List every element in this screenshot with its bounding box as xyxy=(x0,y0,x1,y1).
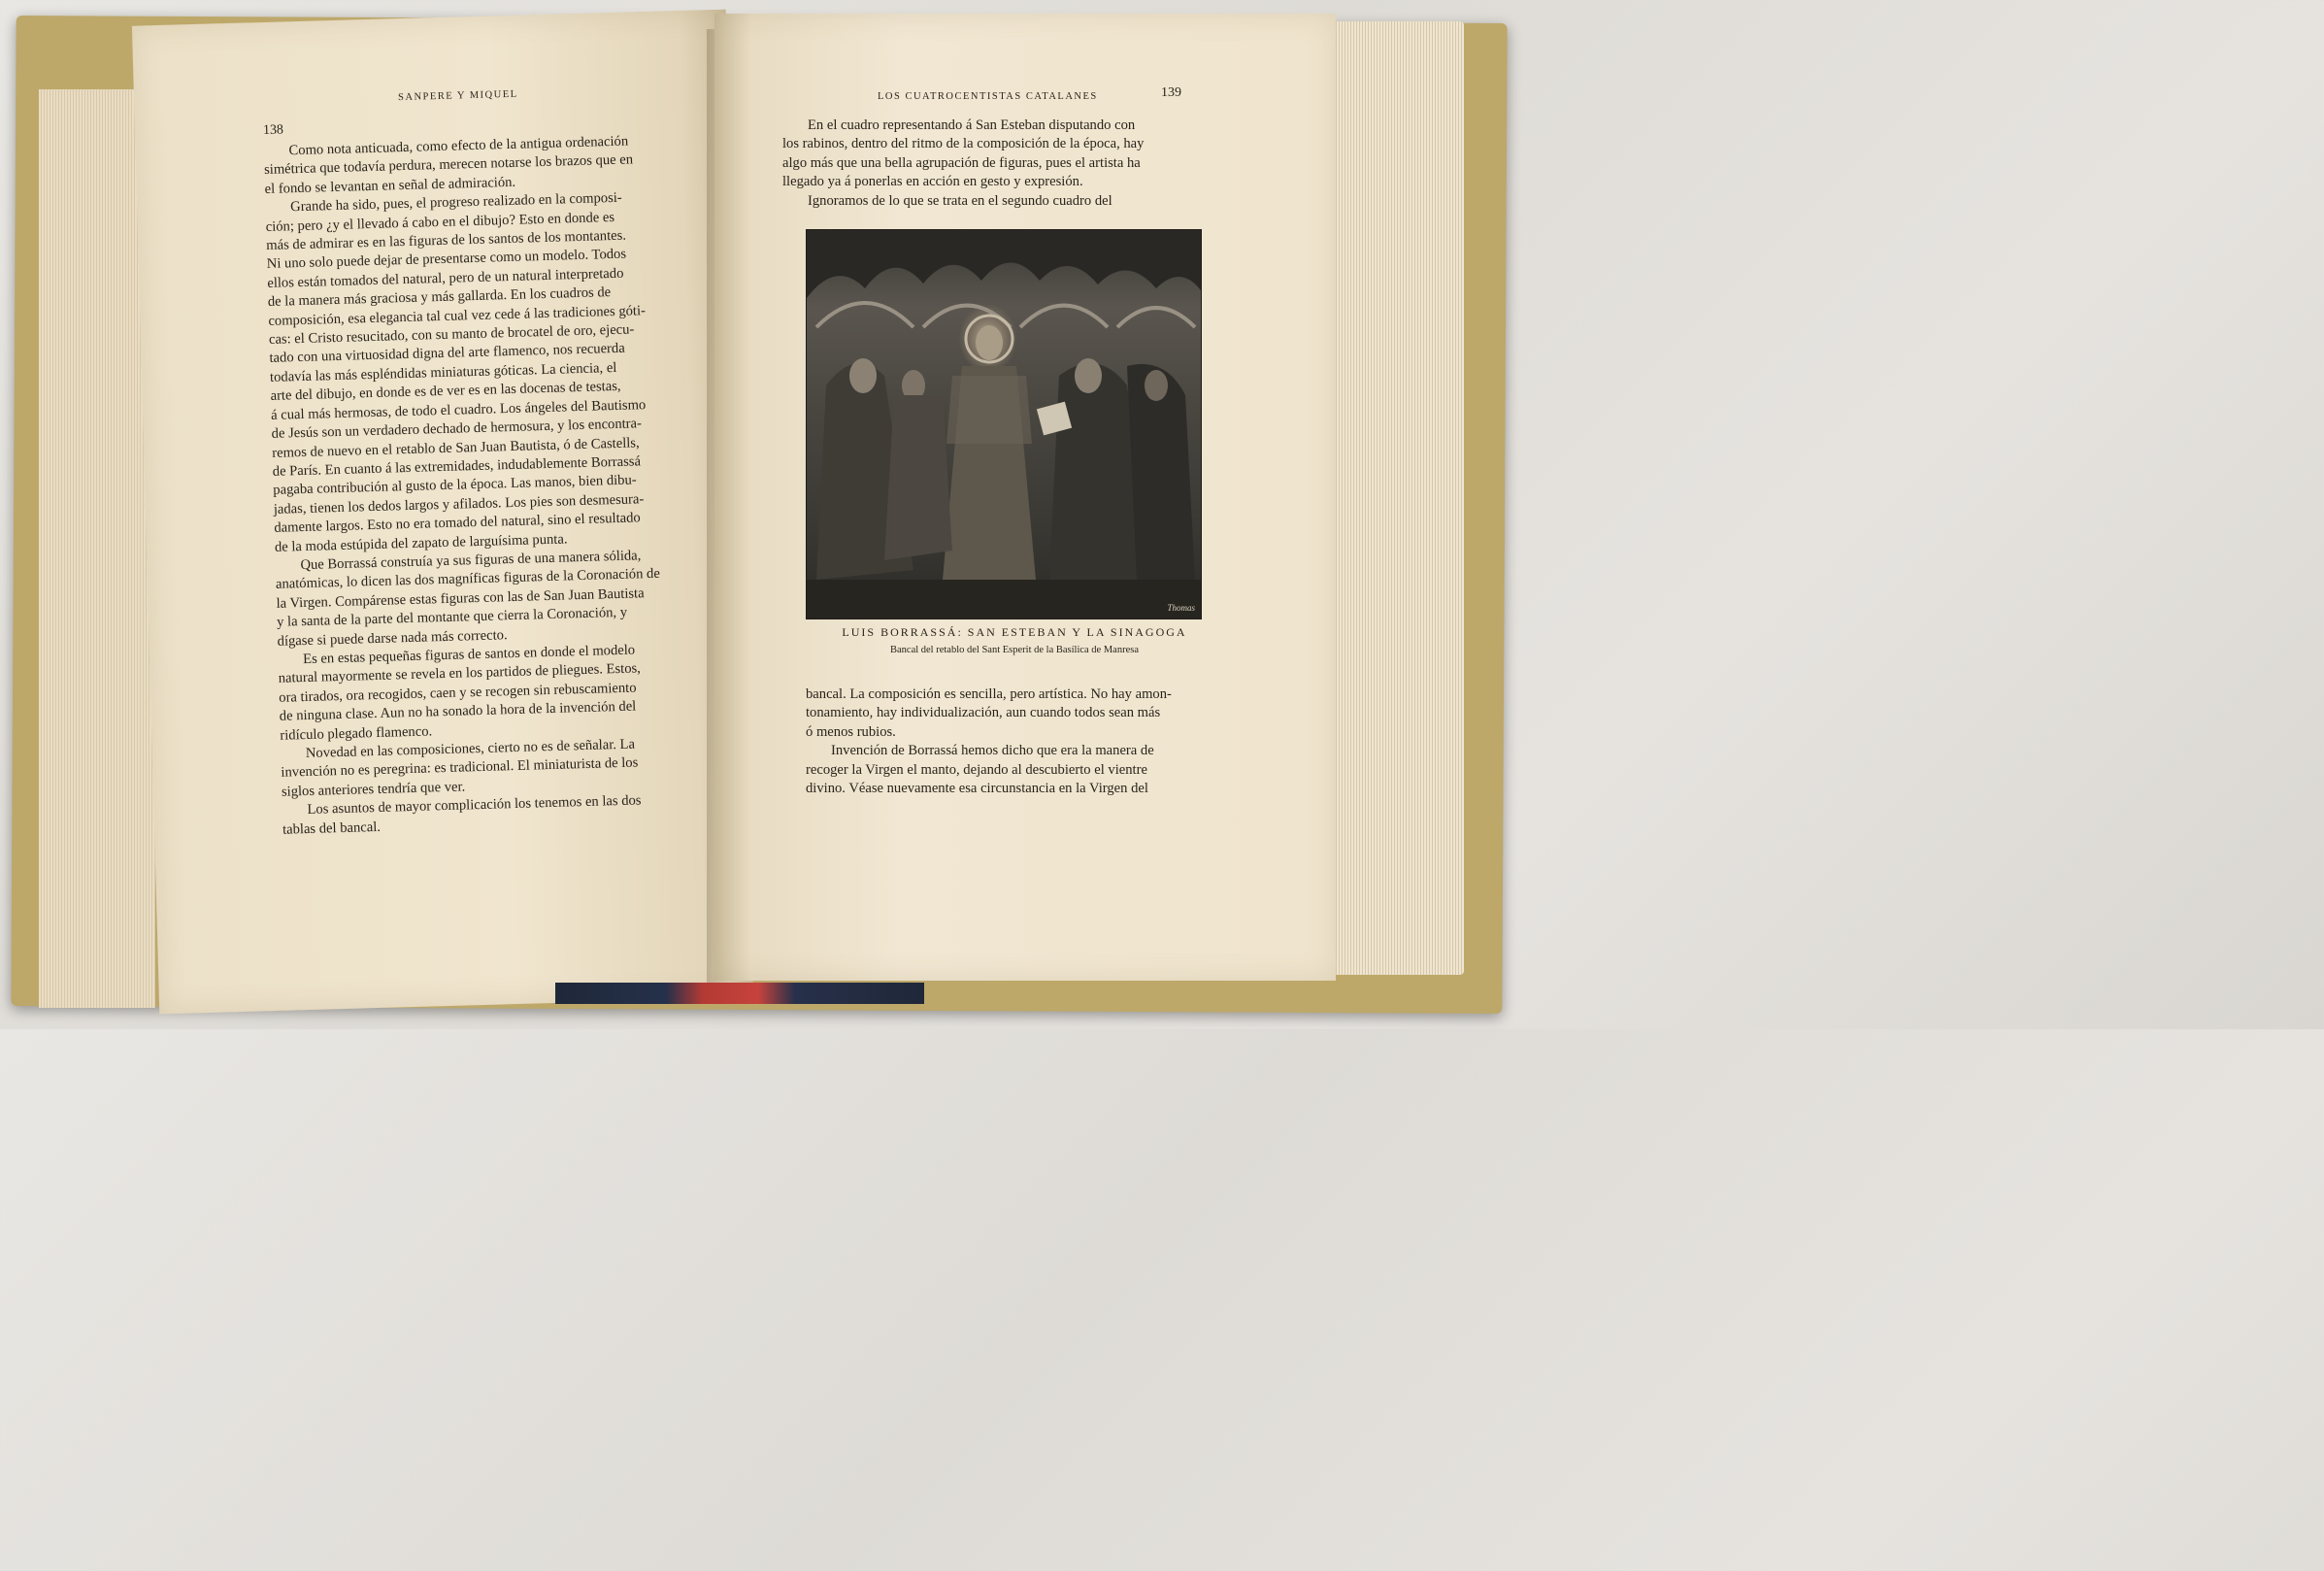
text-line: Grande ha sido, pues, el progreso realizado en la composi- xyxy=(289,189,622,216)
text-line: Es en estas pequeñas figuras de santos en donde el modelo xyxy=(302,642,636,668)
text-line: Como nota anticuada, como efecto de la antigua ordenación xyxy=(288,133,629,159)
text-line: arte del dibujo, en donde es de ver es en las docenas de testas, xyxy=(270,379,621,405)
text-line: á cual más hermosas, de todo el cuadro. Los ángeles del Bautismo xyxy=(270,396,647,423)
text-line: todavía las más espléndidas miniaturas góticas. La ciencia, el xyxy=(269,359,617,385)
text-line: tonamiento, hay individualización, aun cuando todos sean más xyxy=(806,705,1161,721)
text-line: más de admirar es en las figuras de los santos de los montantes. xyxy=(266,227,627,253)
text-line: invención no es peregrina: es tradicional. El miniaturista de los xyxy=(281,754,639,782)
right-page-number: 139 xyxy=(1161,85,1181,100)
text-line: recoger la Virgen el manto, dejando al descubierto el vientre xyxy=(806,761,1147,778)
text-line: Los asuntos de mayor complicación los tenemos en las dos xyxy=(307,792,642,819)
text-line: ora tirados, ora recogidos, caen y se recogen sin rebuscamiento xyxy=(279,680,637,706)
page-edges-right xyxy=(1328,21,1464,975)
headband-ribbon xyxy=(555,983,924,1004)
text-line: simétrica que todavía perdura, merecen notarse los brazos que en xyxy=(263,151,634,179)
text-line: cas: el Cristo resucitado, con su manto de brocatel de oro, ejecu- xyxy=(268,321,635,348)
text-line: bancal. La composición es sencilla, pero artística. No hay amon- xyxy=(806,686,1172,702)
text-line: de París. En cuanto á las extremidades, indudablemente Borrassá xyxy=(272,453,642,480)
text-line: siglos anteriores tendría que ver. xyxy=(281,779,466,800)
painting-signature: Thomas xyxy=(1167,603,1195,613)
text-line: ridículo plegado flamenco. xyxy=(280,722,433,744)
text-line: anatómicas, lo dicen las dos magníficas figuras de la Coronación de xyxy=(275,566,661,593)
text-line: natural mayormente se revela en los partidos de pliegues. Estos, xyxy=(278,660,642,687)
text-line: el fondo se levantan en señal de admiración. xyxy=(264,174,516,197)
painting-plate xyxy=(806,229,1202,619)
right-body-text-bottom xyxy=(806,685,1233,798)
text-line: divino. Véase nuevamente esa circunstancia en la Virgen del xyxy=(806,781,1148,797)
text-line: de la manera más graciosa y más gallarda. En los cuadros de xyxy=(267,284,612,311)
text-line: algo más que una bella agrupación de figuras, pues el artista ha xyxy=(782,154,1141,171)
text-line: Novedad en las composiciones, cierto no es de señalar. La xyxy=(305,736,636,762)
text-line: y la santa de la parte del montante que cierra la Coronación, y xyxy=(276,604,628,630)
text-line: de ninguna clase. Aun no ha sonado la hora de la invención del xyxy=(279,698,637,724)
text-line: En el cuadro representando á San Esteban disputando con xyxy=(808,117,1136,133)
text-line: jadas, tienen los dedos largos y afilados. Los pies son desmesura- xyxy=(273,490,645,518)
text-line: Ni uno solo puede dejar de presentarse como un modelo. Todos xyxy=(266,247,627,273)
text-line: de Jesús son un verdadero dechado de hermosura, y los encontra- xyxy=(271,416,643,442)
figure-caption-subtitle: Bancal del retablo del Sant Esperit de la Basílica de Manresa xyxy=(890,645,1139,655)
text-line: pagaba contribución al gusto de la época. Las manos, bien dibu- xyxy=(273,472,637,499)
text-line: ellos están tomados del natural, pero de un natural interpretado xyxy=(267,265,624,291)
figure-caption-title: LUIS BORRASSÁ: SAN ESTEBAN Y LA SINAGOGA xyxy=(842,625,1187,639)
right-body-text-top xyxy=(782,117,1190,211)
left-page-number: 138 xyxy=(262,122,284,139)
text-line: tablas del bancal. xyxy=(282,819,382,838)
right-running-header: LOS CUATROCENTISTAS CATALANES xyxy=(878,91,1098,102)
text-line: llegado ya á ponerlas en acción en gesto y expresión. xyxy=(782,174,1083,190)
text-line: Invención de Borrassá hemos dicho que era la manera de xyxy=(831,743,1154,759)
left-page xyxy=(132,10,753,1015)
text-line: remos de nuevo en el retablo de San Juan Bautista, ó de Castells, xyxy=(272,434,640,461)
right-page xyxy=(714,14,1336,981)
text-line: la Virgen. Compárense estas figuras con las de San Juan Bautista xyxy=(276,585,645,612)
text-line: tado con una virtuosidad digna del arte flamenco, nos recuerda xyxy=(269,341,625,367)
left-running-header: SANPERE Y MIQUEL xyxy=(397,88,518,104)
text-line: ó menos rubios. xyxy=(806,723,896,740)
text-line: damente largos. Esto no era tomado del natural, sino el resultado xyxy=(274,510,641,536)
text-line: composición, esa elegancia tal cual vez cede á las tradiciones góti- xyxy=(268,302,647,329)
text-line: dígase si puede darse nada más correcto. xyxy=(277,626,508,650)
left-body-text xyxy=(263,132,677,840)
painting-image xyxy=(807,230,1201,618)
text-line: de la moda estúpida del zapato de larguísima punta. xyxy=(274,530,568,555)
text-line: los rabinos, dentro del ritmo de la composición de la época, hay xyxy=(782,136,1145,152)
text-line: Que Borrassá construía ya sus figuras de una manera sólida, xyxy=(300,548,642,574)
text-line: ción; pero ¿y el llevado á cabo en el dibujo? Esto en donde es xyxy=(265,209,615,235)
text-line: Ignoramos de lo que se trata en el segundo cuadro del xyxy=(808,192,1112,209)
